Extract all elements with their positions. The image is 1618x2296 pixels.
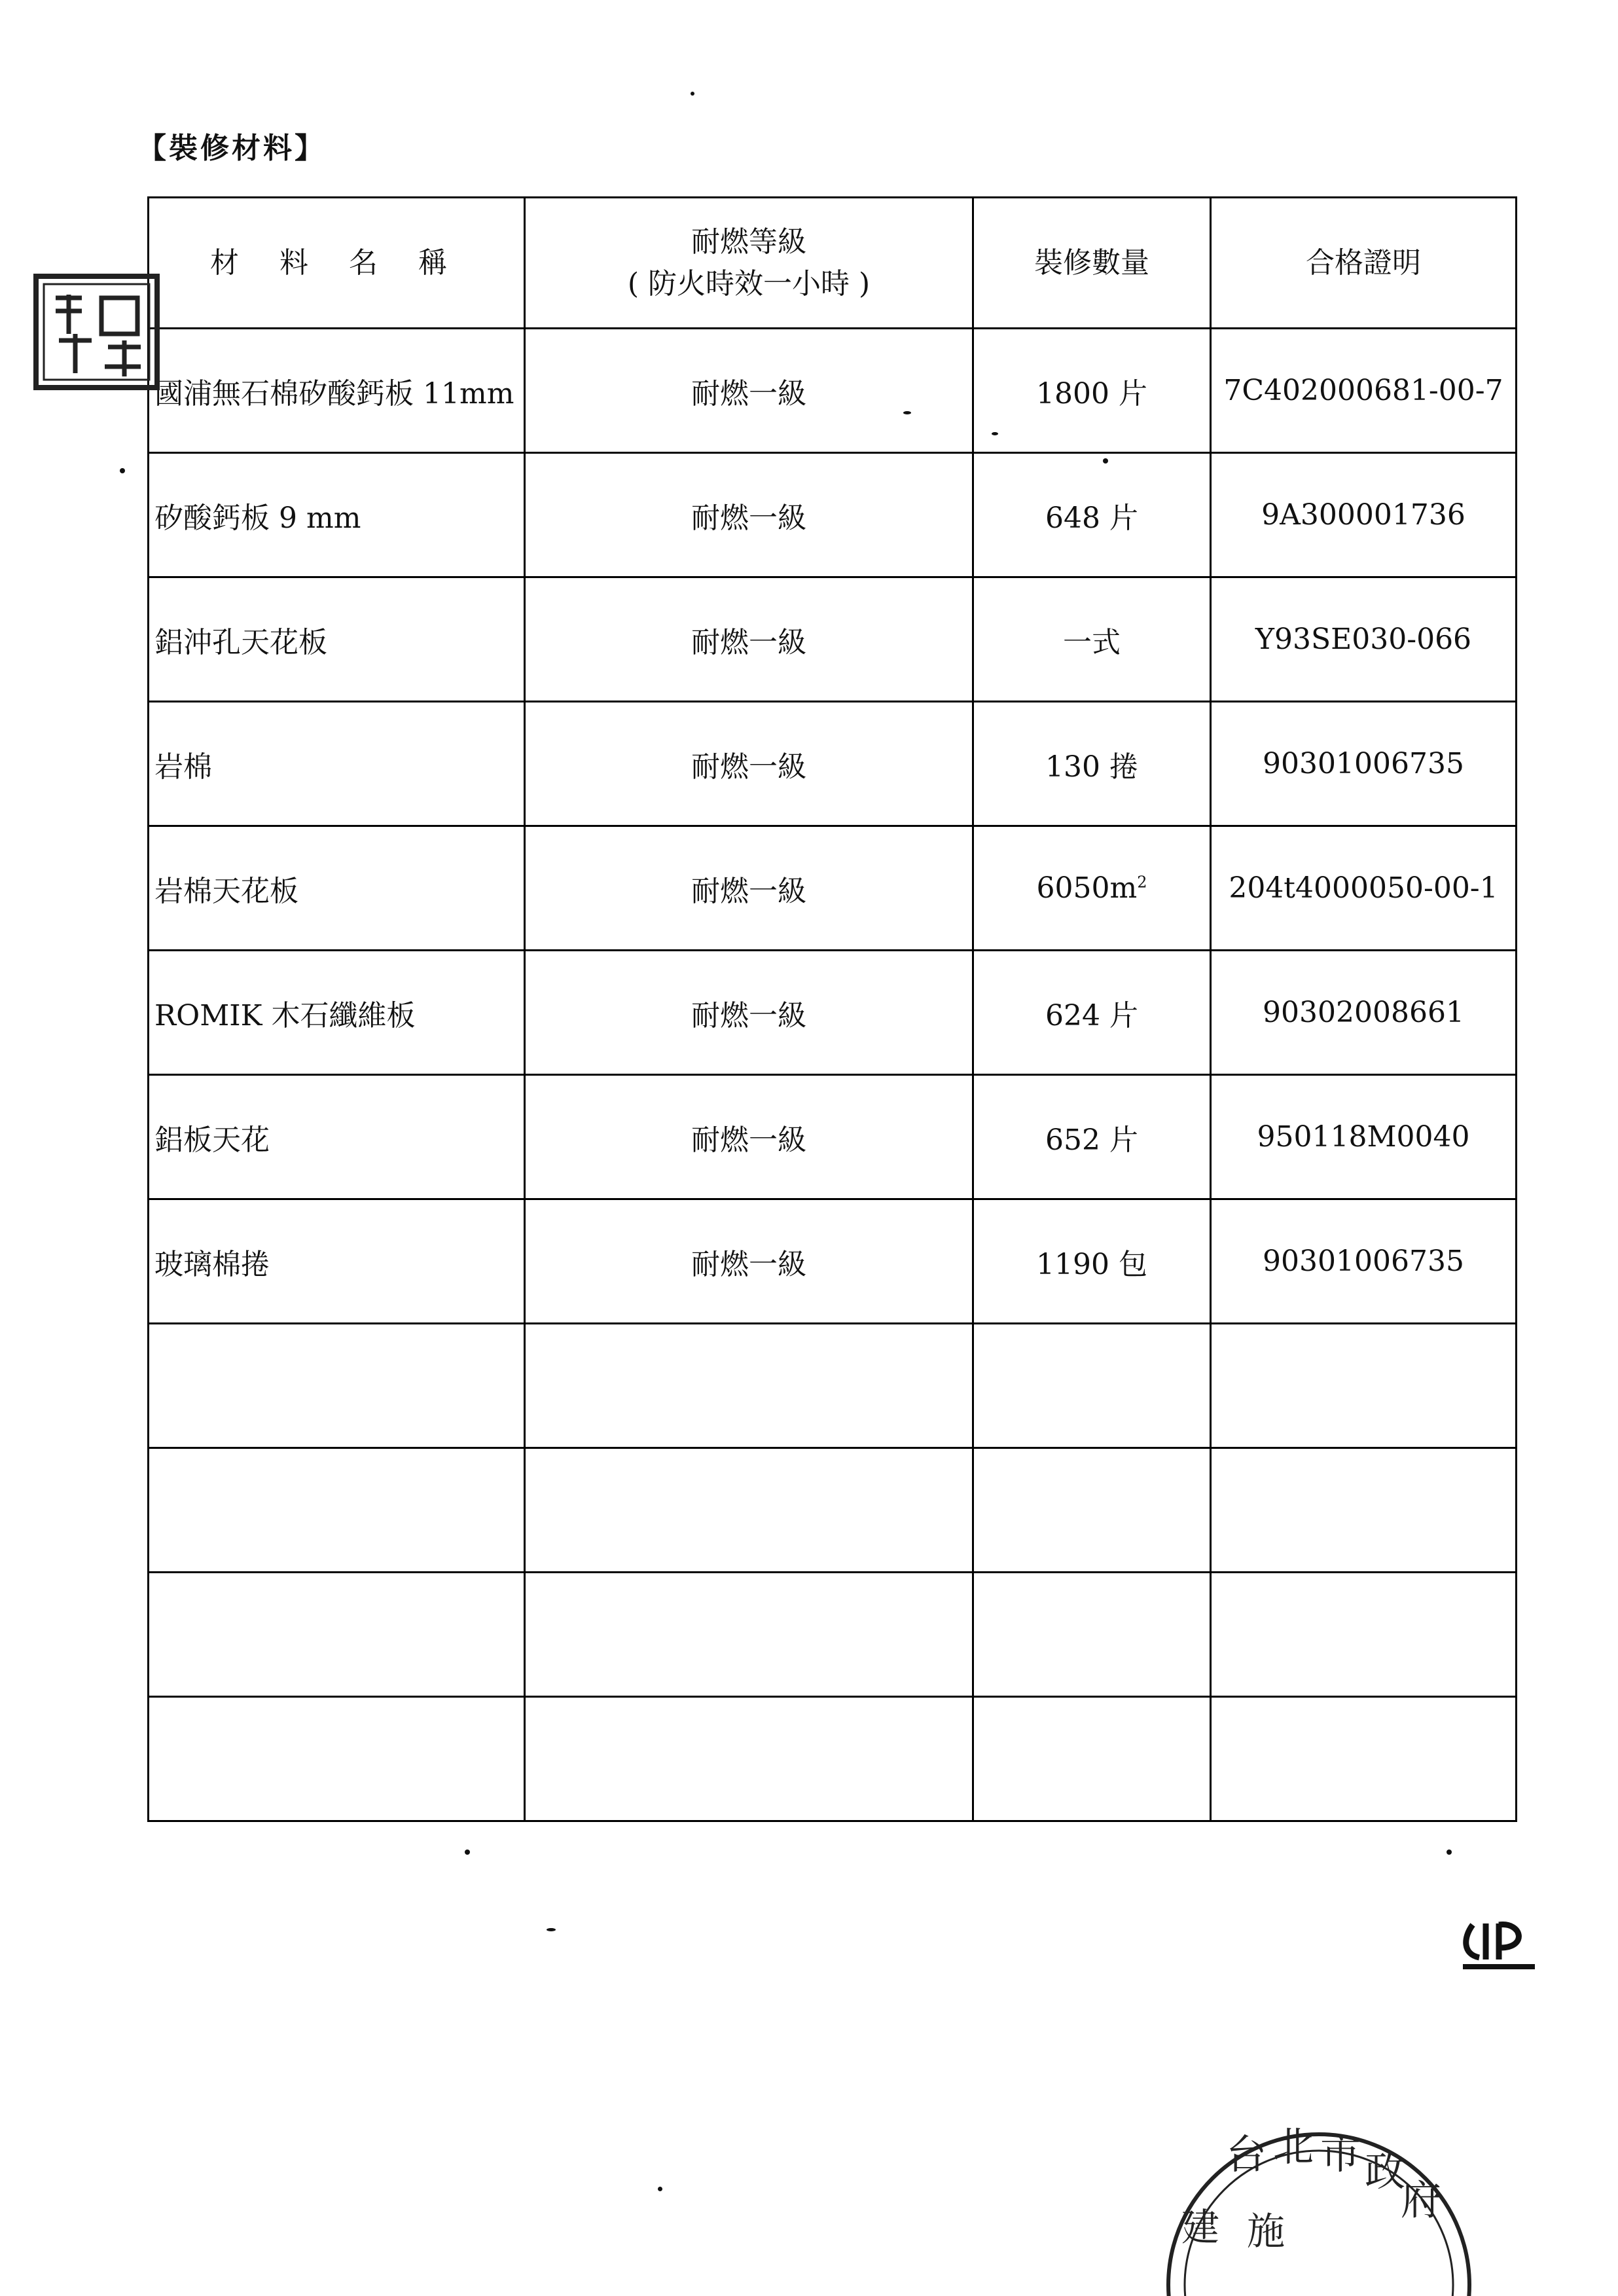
cell-material-name: 玻璃棉捲 (149, 1199, 525, 1324)
header-fire-grade-line1: 耐燃等級 (691, 225, 806, 259)
cell-material-name (149, 1448, 525, 1573)
cell-quantity (973, 577, 1211, 702)
cell-certificate (1211, 1324, 1517, 1448)
cell-quantity (973, 1448, 1211, 1573)
svg-text:建: 建 (1181, 2205, 1220, 2250)
quantity-superscript: 2 (1137, 873, 1147, 892)
cell-quantity (973, 1697, 1211, 1821)
table-row (149, 1573, 1517, 1697)
cell-fire-grade: 耐燃一級 (525, 702, 973, 826)
cell-quantity (973, 329, 1211, 453)
cell-certificate: 9A300001736 (1211, 453, 1517, 577)
quantity-value: 1190 包 (1036, 1247, 1147, 1281)
cell-fire-grade (525, 1324, 973, 1448)
quantity-value: 652 片 (1045, 1123, 1138, 1157)
scan-speck (1103, 458, 1108, 464)
cell-certificate (1211, 1697, 1517, 1821)
cell-certificate (1211, 1448, 1517, 1573)
cell-fire-grade: 耐燃一級 (525, 1075, 973, 1199)
section-title: 【裝修材料】 (137, 132, 326, 165)
cell-certificate: 204t4000050-00-1 (1211, 826, 1517, 951)
cell-fire-grade (525, 1573, 973, 1697)
logo-mark-icon (1460, 1918, 1538, 1977)
cell-fire-grade: 耐燃一級 (525, 1199, 973, 1324)
round-official-seal (1149, 2069, 1442, 2296)
table-row (149, 1075, 1517, 1199)
table-row (149, 1324, 1517, 1448)
header-quantity: 裝修數量 (973, 198, 1211, 329)
svg-text:府: 府 (1401, 2176, 1442, 2224)
table-row (149, 702, 1517, 826)
cell-material-name: 國浦無石棉矽酸鈣板 11mm (149, 329, 525, 453)
cell-quantity (973, 702, 1211, 826)
svg-text:台: 台 (1226, 2130, 1267, 2178)
quantity-value: 一式 (1063, 625, 1121, 659)
cell-material-name: 矽酸鈣板 9 mm (149, 453, 525, 577)
cell-fire-grade: 耐燃一級 (525, 329, 973, 453)
table-row (149, 826, 1517, 951)
scan-speck (903, 411, 911, 414)
cell-material-name: 岩棉 (149, 702, 525, 826)
cell-certificate: 90301006735 (1211, 1199, 1517, 1324)
cell-material-name (149, 1324, 525, 1448)
cell-certificate: 950118M0040 (1211, 1075, 1517, 1199)
cell-certificate (1211, 1573, 1517, 1697)
cell-quantity (973, 951, 1211, 1075)
cell-certificate: 90301006735 (1211, 702, 1517, 826)
cell-fire-grade: 耐燃一級 (525, 826, 973, 951)
header-certificate: 合格證明 (1211, 198, 1517, 329)
cell-quantity (973, 1573, 1211, 1697)
cell-quantity (973, 826, 1211, 951)
header-fire-grade-line2: ( 防火時效一小時 ) (627, 266, 871, 301)
table-header-row (149, 198, 1517, 329)
cell-fire-grade: 耐燃一級 (525, 453, 973, 577)
cell-certificate: 90302008661 (1211, 951, 1517, 1075)
cell-quantity (973, 1199, 1211, 1324)
cell-fire-grade (525, 1448, 973, 1573)
cell-fire-grade (525, 1697, 973, 1821)
scan-speck (465, 1850, 470, 1855)
table-row (149, 329, 1517, 453)
quantity-value: 648 片 (1045, 501, 1138, 535)
table-row (149, 951, 1517, 1075)
cell-material-name (149, 1573, 525, 1697)
cell-material-name: 鋁沖孔天花板 (149, 577, 525, 702)
svg-text:北: 北 (1273, 2123, 1314, 2170)
cell-material-name: 岩棉天花板 (149, 826, 525, 951)
table-row (149, 1199, 1517, 1324)
scan-speck (658, 2187, 662, 2191)
scan-speck (120, 468, 125, 473)
table-row (149, 453, 1517, 577)
cell-material-name: 鋁板天花 (149, 1075, 525, 1199)
svg-text:施: 施 (1247, 2209, 1285, 2253)
header-fire-grade (525, 198, 973, 329)
cell-certificate: Y93SE030-066 (1211, 577, 1517, 702)
materials-table (147, 196, 1517, 1822)
cell-quantity (973, 1324, 1211, 1448)
cell-quantity (973, 1075, 1211, 1199)
cell-quantity (973, 453, 1211, 577)
cell-certificate: 7C402000681-00-7 (1211, 329, 1517, 453)
cell-fire-grade: 耐燃一級 (525, 577, 973, 702)
quantity-value: 130 捲 (1045, 750, 1138, 784)
table-row (149, 1448, 1517, 1573)
quantity-value: 624 片 (1045, 998, 1138, 1032)
cell-material-name: ROMIK 木石纖維板 (149, 951, 525, 1075)
scan-speck (1447, 1850, 1452, 1855)
scan-speck (691, 92, 694, 96)
square-seal-stamp (29, 268, 164, 399)
quantity-value: 1800 片 (1036, 376, 1147, 410)
scan-speck (992, 432, 998, 435)
svg-text:市: 市 (1320, 2130, 1361, 2178)
svg-text:政: 政 (1365, 2147, 1406, 2195)
cell-fire-grade: 耐燃一級 (525, 951, 973, 1075)
quantity-value: 6050m (1036, 871, 1138, 905)
table-row (149, 577, 1517, 702)
cell-material-name (149, 1697, 525, 1821)
header-material-name: 材 料 名 稱 (149, 198, 525, 329)
scan-speck (547, 1928, 556, 1931)
table-row (149, 1697, 1517, 1821)
